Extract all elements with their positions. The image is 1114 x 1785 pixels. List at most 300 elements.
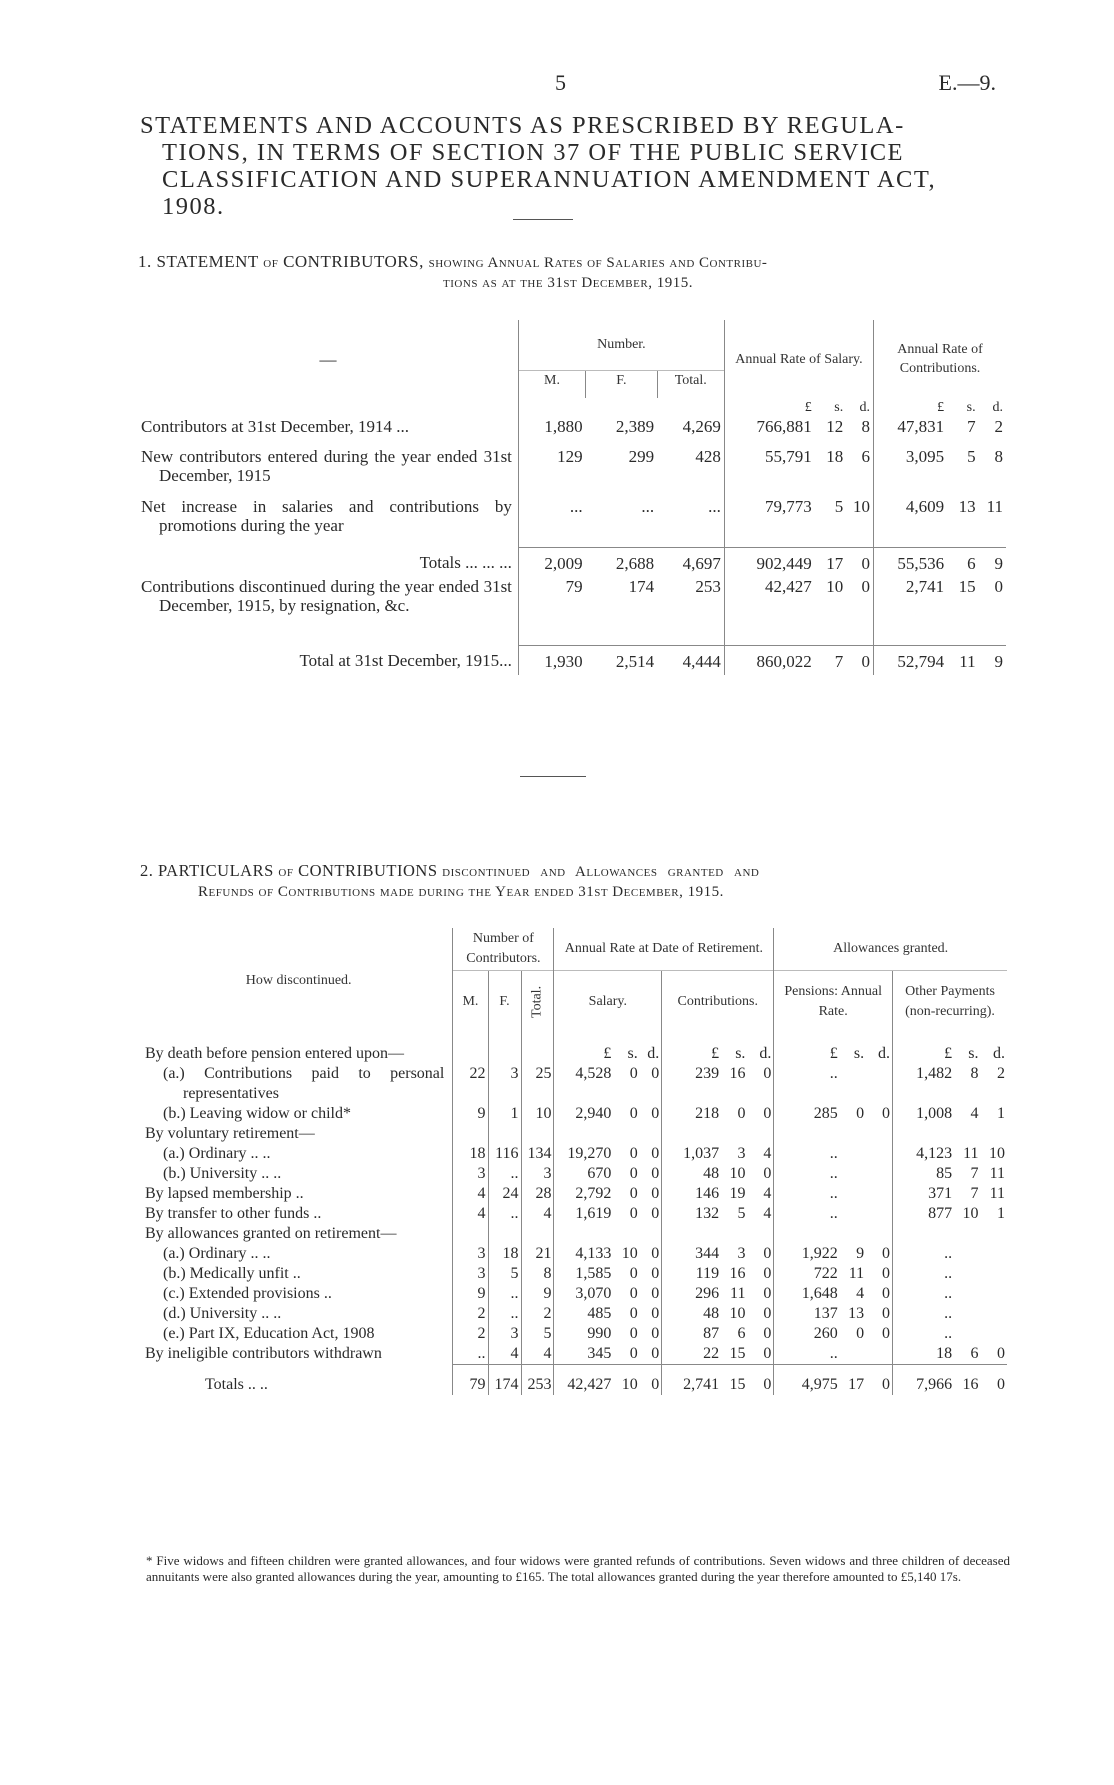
oth-value: 0	[980, 1365, 1007, 1396]
pen-value: ..	[774, 1164, 840, 1184]
salary-header: Salary.	[554, 970, 662, 1034]
m-cell: ..	[453, 1344, 488, 1365]
pen-value: 285	[774, 1104, 840, 1124]
table-row	[145, 1064, 1007, 1104]
contributors-statement-table	[138, 320, 1006, 675]
pen-lsd-header: £	[774, 1034, 840, 1064]
pen-value: 0	[882, 1305, 891, 1322]
pen-value	[840, 1344, 866, 1365]
total-cell: 4	[521, 1344, 554, 1365]
con-value: 4	[763, 1145, 772, 1162]
sal-value: 0	[651, 1345, 660, 1362]
sal-value: 1,619	[554, 1204, 613, 1224]
empty-cell	[893, 1224, 955, 1244]
oth-value: 6	[970, 1345, 979, 1362]
pen-value: 1,922	[774, 1244, 840, 1264]
sal-value: 345	[554, 1344, 613, 1365]
row-label: By lapsed membership ..	[145, 1185, 304, 1202]
table-row	[145, 1164, 1007, 1184]
sal-value: 0	[629, 1205, 638, 1222]
f-cell: 299	[628, 447, 655, 466]
con-value: 0	[763, 1325, 772, 1342]
m-cell	[453, 1124, 488, 1144]
table-row	[145, 1144, 1007, 1164]
con-value: 0	[763, 1345, 772, 1362]
contrib-pence: 11	[986, 497, 1003, 516]
sal-value: 990	[554, 1324, 613, 1344]
m-cell: 4	[453, 1184, 488, 1204]
con-value: 0	[747, 1365, 773, 1396]
f-cell: 2,688	[586, 547, 657, 577]
oth-value: 10	[962, 1205, 979, 1222]
oth-value	[980, 1244, 1007, 1264]
m-cell: 9	[453, 1284, 488, 1304]
f-cell: 116	[488, 1144, 521, 1164]
oth-value	[980, 1304, 1007, 1324]
sal-value: 3,070	[554, 1284, 613, 1304]
salary-pence: 0	[846, 645, 873, 675]
contrib-shillings: 5	[967, 447, 976, 466]
contrib-pounds: 4,609	[874, 497, 948, 547]
total-cell: 134	[521, 1144, 554, 1164]
m-cell: 2,009	[518, 547, 585, 577]
sal-value: 0	[651, 1185, 660, 1202]
contrib-shillings: 15	[958, 577, 976, 596]
table-row	[145, 1124, 1007, 1144]
table-row	[145, 1034, 1007, 1064]
m-cell: 18	[453, 1144, 488, 1164]
oth-lsd-header: s.	[968, 1045, 979, 1062]
empty-cell	[866, 1124, 892, 1144]
oth-value	[954, 1264, 980, 1284]
section2-title-a: 2. PARTICULARS	[140, 861, 274, 880]
oth-value: 16	[954, 1365, 980, 1396]
pen-value	[866, 1144, 892, 1164]
f-cell: 3	[488, 1064, 521, 1104]
sal-value: 0	[651, 1105, 660, 1122]
total-cell: ...	[708, 497, 721, 516]
oth-value: 10	[989, 1145, 1005, 1162]
row-label: (a.) Ordinary .. ..	[163, 1145, 271, 1162]
m-cell: ...	[518, 497, 585, 547]
pen-value: 9	[856, 1245, 865, 1262]
pen-value: 13	[848, 1305, 865, 1322]
f-cell: 2,389	[615, 417, 655, 436]
oth-value: 877	[893, 1204, 955, 1224]
f-cell: ..	[488, 1164, 521, 1184]
oth-value	[954, 1324, 980, 1344]
sal-value: 1,585	[554, 1264, 613, 1284]
salary-pence: 0	[846, 547, 873, 577]
pen-value: 4	[856, 1285, 865, 1302]
sal-value: 0	[651, 1285, 660, 1302]
total-cell: 25	[521, 1064, 554, 1104]
sal-value: 0	[651, 1065, 660, 1082]
sal-lsd-header: s.	[627, 1045, 638, 1062]
row-label: By voluntary retirement—	[145, 1125, 315, 1142]
salary-pence: 10	[853, 497, 871, 516]
pen-lsd-header: d.	[878, 1045, 891, 1062]
con-value: 16	[729, 1065, 746, 1082]
f-cell: 18	[488, 1244, 521, 1264]
f-cell: ..	[488, 1304, 521, 1324]
sal-value: 0	[651, 1265, 660, 1282]
oth-value: 0	[997, 1345, 1005, 1362]
row-label: New contributors entered during the year ended 31st December, 1915	[141, 447, 512, 485]
oth-value: 11	[989, 1165, 1005, 1182]
oth-lsd-header: £	[893, 1034, 955, 1064]
heading-line-4: 1908.	[162, 193, 225, 220]
pen-value: 0	[882, 1285, 891, 1302]
footnote: * Five widows and fifteen children were granted allowances, and four widows were granted refunds of contributions. Seven widows and three children of deceased annuitants were also granted allowances during the year, amounting to £165. The total allowances granted during the year therefore amounted to £5,140 17s.	[146, 1553, 1010, 1584]
contrib-shillings: 11	[947, 645, 979, 675]
shillings-header: s.	[834, 400, 844, 415]
f-cell: 1	[488, 1104, 521, 1124]
f-cell	[488, 1034, 521, 1064]
f-cell	[488, 1124, 521, 1144]
con-value: 0	[763, 1245, 772, 1262]
row-label: (a.) Ordinary .. ..	[163, 1245, 271, 1262]
table-row	[145, 1324, 1007, 1344]
oth-value	[954, 1244, 980, 1264]
m-cell: 3	[453, 1264, 488, 1284]
f-cell: 24	[488, 1184, 521, 1204]
oth-value: 4,123	[893, 1144, 955, 1164]
con-value: 296	[662, 1284, 721, 1304]
pen-lsd-header: s.	[853, 1045, 865, 1062]
sal-value: 0	[629, 1105, 638, 1122]
empty-cell	[840, 1224, 866, 1244]
salary-pounds: 766,881	[724, 417, 814, 447]
empty-cell	[980, 1124, 1007, 1144]
pen-value: 0	[882, 1105, 891, 1122]
how-discontinued-header: How discontinued.	[245, 973, 352, 988]
con-value: 3	[737, 1145, 746, 1162]
pen-value: 137	[774, 1304, 840, 1324]
pen-value	[840, 1164, 866, 1184]
contributions-header: Contributions.	[662, 970, 774, 1034]
row-label: By death before pension entered upon—	[145, 1045, 405, 1062]
con-value: 3	[737, 1245, 746, 1262]
pen-value	[840, 1184, 866, 1204]
empty-cell	[640, 1124, 662, 1144]
pen-value	[866, 1204, 892, 1224]
con-value: 10	[729, 1305, 746, 1322]
salary-shillings: 5	[834, 497, 844, 516]
stub-header: —	[319, 349, 337, 369]
sal-value: 4,528	[554, 1064, 613, 1104]
total-cell: 5	[521, 1324, 554, 1344]
total-cell	[521, 1034, 554, 1064]
oth-value: ..	[893, 1304, 955, 1324]
m-cell: 1,930	[518, 645, 585, 675]
con-value: 11	[730, 1285, 746, 1302]
empty-cell	[554, 1224, 613, 1244]
empty-cell	[721, 1224, 747, 1244]
contrib-pounds: 52,794	[874, 645, 948, 675]
f-cell	[488, 1224, 521, 1244]
oth-value: 4	[970, 1105, 979, 1122]
section1-title-a: 1. STATEMENT	[138, 252, 259, 271]
row-label: Net increase in salaries and contributions by promotions during the year	[141, 497, 512, 535]
f-cell: 5	[488, 1264, 521, 1284]
oth-value: 7,966	[893, 1365, 955, 1396]
empty-cell	[840, 1124, 866, 1144]
salary-pounds: 860,022	[724, 645, 814, 675]
f-cell: 174	[628, 577, 655, 596]
empty-cell	[954, 1124, 980, 1144]
empty-cell	[954, 1224, 980, 1244]
shillings-header: s.	[966, 400, 976, 415]
con-value: 344	[662, 1244, 721, 1264]
contrib-pence: 9	[979, 645, 1006, 675]
section1-title-b: CONTRIBUTORS,	[283, 252, 424, 271]
f-cell: 3	[488, 1324, 521, 1344]
con-value: 5	[737, 1205, 746, 1222]
pen-value: 0	[882, 1265, 891, 1282]
total-header: Total.	[657, 370, 724, 398]
empty-cell	[774, 1224, 840, 1244]
total-header: Total.	[521, 970, 554, 1034]
con-value: 10	[729, 1165, 746, 1182]
sal-value: 0	[629, 1325, 638, 1342]
f-cell: ..	[488, 1204, 521, 1224]
sal-value: 485	[554, 1304, 613, 1324]
oth-value: 7	[970, 1185, 979, 1202]
con-value: 0	[763, 1305, 772, 1322]
con-value: 6	[737, 1325, 746, 1342]
total-cell: 2	[521, 1304, 554, 1324]
total-cell	[521, 1224, 554, 1244]
pence-header: d.	[859, 400, 871, 415]
sal-value: 42,427	[554, 1365, 613, 1396]
heading-line-3: CLASSIFICATION AND SUPERANNUATION AMENDMENT ACT,	[162, 166, 937, 193]
table-row	[145, 1104, 1007, 1124]
heading-divider	[513, 219, 573, 220]
row-label: By ineligible contributors withdrawn	[145, 1345, 382, 1362]
pen-value: 0	[856, 1325, 865, 1342]
contrib-pounds: 55,536	[874, 547, 948, 577]
pounds-header: £	[874, 398, 948, 417]
row-label: Contributors at 31st December, 1914 ...	[141, 417, 409, 436]
con-value: 146	[662, 1184, 721, 1204]
pen-value: 260	[774, 1324, 840, 1344]
pounds-header: £	[724, 398, 814, 417]
sal-value: 0	[651, 1205, 660, 1222]
m-cell: 79	[518, 577, 585, 645]
salary-pence: 8	[861, 417, 871, 436]
table-row	[138, 417, 1006, 447]
m-cell: 22	[453, 1064, 488, 1104]
sal-value: 0	[629, 1145, 638, 1162]
salary-pounds: 55,791	[724, 447, 814, 497]
pen-value	[840, 1204, 866, 1224]
m-cell: 1,880	[518, 417, 585, 447]
pen-value: ..	[774, 1204, 840, 1224]
oth-value	[980, 1264, 1007, 1284]
empty-cell	[774, 1124, 840, 1144]
con-value: 0	[763, 1285, 772, 1302]
sal-value: 0	[629, 1065, 638, 1082]
page-number: 5	[555, 70, 566, 95]
salary-pounds: 79,773	[724, 497, 814, 547]
table-row	[138, 447, 1006, 497]
heading-line-2: TIONS, IN TERMS OF SECTION 37 OF THE PUBLIC SERVICE	[162, 139, 904, 166]
section1-title	[138, 252, 998, 293]
sal-value: 19,270	[554, 1144, 613, 1164]
section2-title-c: discontinued and Allowances granted and	[442, 864, 760, 880]
row-label: (e.) Part IX, Education Act, 1908	[163, 1325, 375, 1342]
pen-value: 4,975	[774, 1365, 840, 1396]
oth-value	[954, 1284, 980, 1304]
m-cell	[453, 1034, 488, 1064]
oth-value: ..	[893, 1264, 955, 1284]
total-cell: 4	[521, 1204, 554, 1224]
con-value: 218	[662, 1104, 721, 1124]
oth-value: ..	[893, 1244, 955, 1264]
m-cell: 2	[453, 1324, 488, 1344]
con-value: 48	[662, 1304, 721, 1324]
pen-value: ..	[774, 1184, 840, 1204]
sal-value: 0	[651, 1305, 660, 1322]
table-row	[145, 1204, 1007, 1224]
contrib-shillings: 6	[947, 547, 979, 577]
contrib-pence: 8	[994, 447, 1003, 466]
total-cell: 8	[521, 1264, 554, 1284]
table-row	[138, 577, 1006, 645]
total-cell: 428	[695, 447, 721, 466]
annual-rate-header: Annual Rate at Date of Retirement.	[554, 928, 774, 970]
m-cell: 3	[453, 1164, 488, 1184]
sal-value: 10	[621, 1245, 638, 1262]
pen-value: ..	[774, 1344, 840, 1365]
sal-value: 0	[651, 1165, 660, 1182]
f-header: F.	[586, 370, 657, 398]
sal-value: 0	[640, 1365, 662, 1396]
m-header: M.	[453, 970, 488, 1034]
con-value: 132	[662, 1204, 721, 1224]
table-row	[145, 1344, 1007, 1365]
section1-title-of: of	[263, 255, 279, 271]
row-label: (b.) Leaving widow or child*	[163, 1105, 351, 1122]
row-label: Totals ... ... ...	[419, 553, 512, 572]
con-value: 22	[662, 1344, 721, 1365]
pensions-header: Pensions: Annual Rate.	[774, 970, 893, 1034]
pen-value: 17	[840, 1365, 866, 1396]
oth-value: 1	[997, 1205, 1005, 1222]
con-value: 48	[662, 1164, 721, 1184]
con-value: 0	[763, 1105, 772, 1122]
row-label: By allowances granted on retirement—	[145, 1225, 397, 1242]
f-cell: 174	[488, 1365, 521, 1396]
section2-title	[140, 861, 1006, 902]
sal-value: 0	[651, 1145, 660, 1162]
table-row	[145, 1284, 1007, 1304]
oth-value: 85	[893, 1164, 955, 1184]
oth-value: 18	[893, 1344, 955, 1365]
page-heading	[140, 112, 1000, 220]
sal-value: 10	[613, 1365, 639, 1396]
pen-value: 0	[866, 1365, 892, 1396]
empty-cell	[640, 1224, 662, 1244]
f-cell: ...	[641, 497, 655, 516]
section2-title-d: Refunds of Contributions made during the Year ended 31st December, 1915.	[198, 884, 724, 900]
con-value: 2,741	[662, 1365, 721, 1396]
pen-value	[866, 1064, 892, 1104]
sal-value: 0	[629, 1185, 638, 1202]
contrib-pence: 9	[979, 547, 1006, 577]
oth-value: 11	[963, 1145, 979, 1162]
salary-pounds: 42,427	[724, 577, 814, 645]
oth-value: 8	[970, 1065, 979, 1082]
salary-shillings: 12	[826, 417, 844, 436]
sal-value: 2,792	[554, 1184, 613, 1204]
sal-value: 0	[629, 1345, 638, 1362]
pen-value	[866, 1344, 892, 1365]
f-cell: 2,514	[586, 645, 657, 675]
m-cell: 129	[518, 447, 585, 497]
row-label: (b.) Medically unfit ..	[163, 1265, 301, 1282]
salary-pounds: 902,449	[724, 547, 814, 577]
sal-lsd-header: £	[554, 1034, 613, 1064]
oth-value: ..	[893, 1324, 955, 1344]
empty-cell	[721, 1124, 747, 1144]
m-cell: 79	[453, 1365, 488, 1396]
empty-cell	[613, 1224, 639, 1244]
m-cell	[453, 1224, 488, 1244]
section2-title-of: of	[278, 864, 294, 880]
contrib-pence: 2	[994, 417, 1003, 436]
f-cell: 4	[488, 1344, 521, 1365]
con-value: 0	[763, 1165, 772, 1182]
sal-value: 0	[629, 1165, 638, 1182]
salary-header: Annual Rate of Salary.	[724, 320, 873, 398]
salary-shillings: 10	[826, 577, 844, 596]
con-lsd-header: £	[662, 1034, 721, 1064]
pen-value: 11	[848, 1265, 865, 1282]
sal-value: 0	[629, 1285, 638, 1302]
row-label: (a.) Contributions paid to personal representatives	[163, 1065, 445, 1102]
table-row	[145, 1365, 1007, 1396]
con-value: 87	[662, 1324, 721, 1344]
con-value: 1,037	[662, 1144, 721, 1164]
section1-title-c: showing Annual Rates of Salaries and Contribu-	[428, 255, 768, 271]
sal-value: 0	[651, 1325, 660, 1342]
total-cell: 10	[521, 1104, 554, 1124]
total-cell: 3	[521, 1164, 554, 1184]
section-divider	[520, 776, 586, 777]
con-lsd-header: d.	[759, 1045, 772, 1062]
m-cell: 3	[453, 1244, 488, 1264]
pen-value	[840, 1064, 866, 1104]
total-cell	[521, 1124, 554, 1144]
oth-value: 1	[997, 1105, 1005, 1122]
contrib-shillings: 13	[958, 497, 976, 516]
con-value: 239	[662, 1064, 721, 1104]
con-value: 15	[721, 1365, 747, 1396]
empty-cell	[554, 1124, 613, 1144]
sal-value: 0	[629, 1265, 638, 1282]
section1-title-d: tions as at the 31st December, 1915.	[443, 275, 693, 291]
sal-value: 670	[554, 1164, 613, 1184]
number-contributors-header: Number of Contributors.	[453, 928, 554, 970]
pen-value: 0	[882, 1325, 891, 1342]
pen-value: 1,648	[774, 1284, 840, 1304]
empty-cell	[662, 1224, 721, 1244]
table-row	[145, 1224, 1007, 1244]
con-value: 0	[763, 1265, 772, 1282]
sal-value: 2,940	[554, 1104, 613, 1124]
